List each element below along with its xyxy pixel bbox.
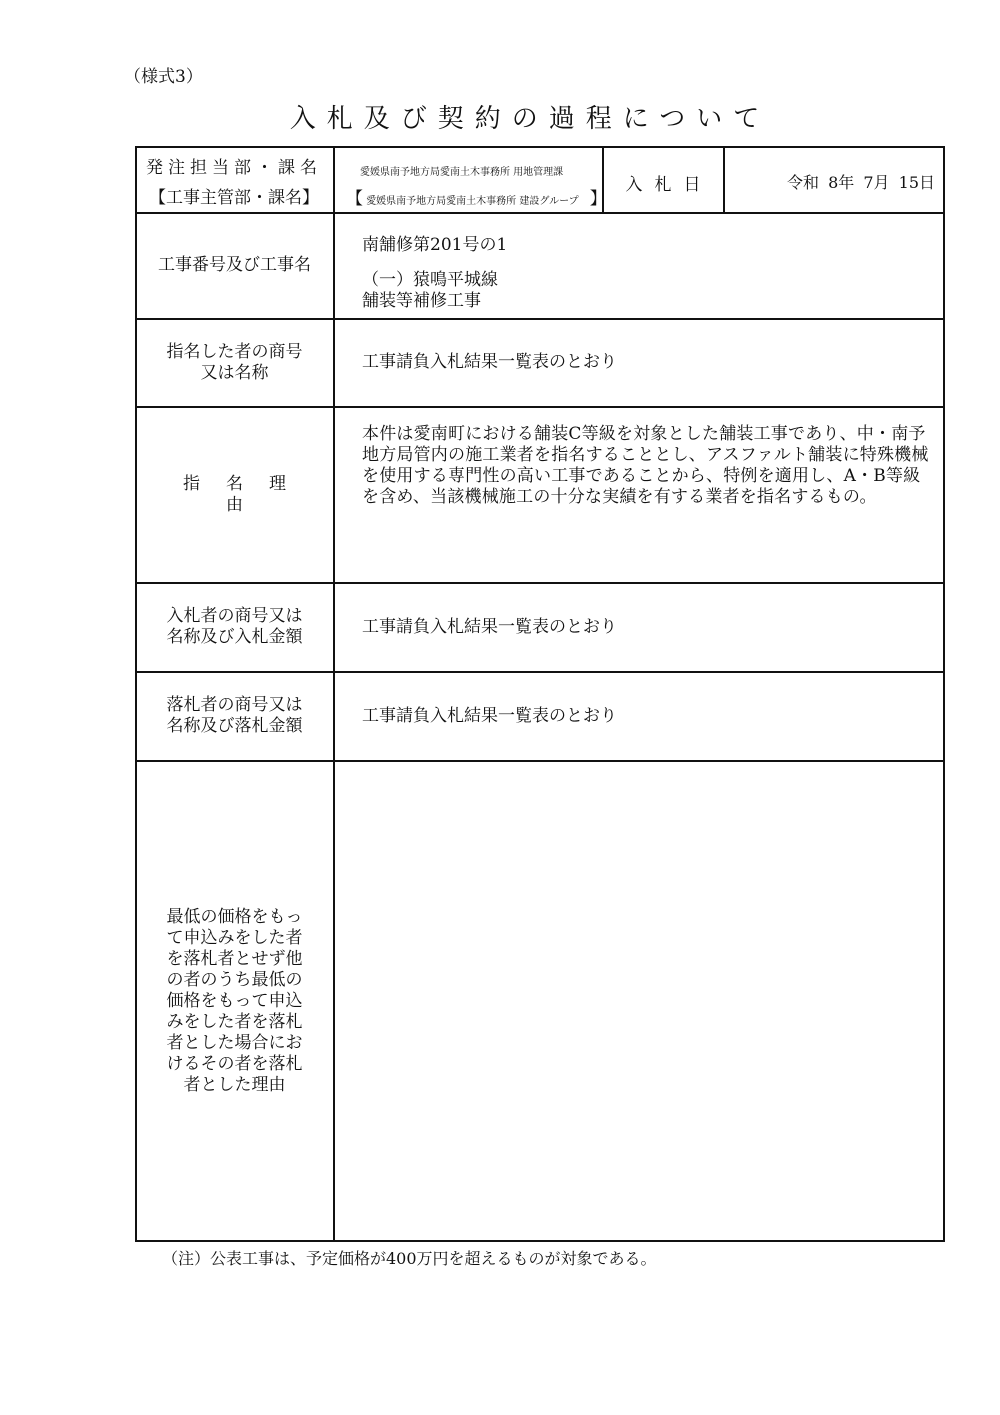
supervising-dept-name: 愛媛県南予地方局愛南土木事務所 建設グループ	[366, 196, 579, 207]
row-label-work-name: 工事番号及び工事名	[158, 255, 311, 275]
work-number: 南舗修第201号の1	[362, 235, 508, 255]
work-name: 舗装等補修工事	[362, 291, 481, 311]
dept-value: 愛媛県南予地方局愛南土木事務所 用地管理課	[360, 167, 564, 178]
column-divider	[333, 146, 335, 1242]
bracket-close: 】	[589, 189, 607, 209]
bid-date-label: 入札日	[625, 175, 713, 195]
row-label-winner: 落札者の商号又は 名称及び落札金額	[166, 695, 303, 736]
bidders-value: 工事請負入札結果一覧表のとおり	[362, 617, 617, 637]
row-label-nomination-reason: 指名理由	[183, 473, 312, 515]
row-label-nominated: 指名した者の商号 又は名称	[166, 341, 303, 383]
row-label-bidders: 入札者の商号又は 名称及び入札金額	[166, 606, 303, 647]
bid-date-value: 令和 8年 7月 15日	[787, 173, 935, 192]
footnote: （注）公表工事は、予定価格が400万円を超えるものが対象である。	[162, 1249, 657, 1268]
winner-value: 工事請負入札結果一覧表のとおり	[362, 706, 617, 726]
nomination-reason-text: 本件は愛南町における舗装C等級を対象とした舗装工事であり、中・南予地方局管内の施工業者を指名することとし、アスファルト舗装に特殊機械を使用する専門性の高い工事であることから、特例を適用し、A・B等級を含め、当該機械施工の十分な実績を有する業者を指名するもの。	[362, 424, 929, 507]
row-label-exception-reason: 最低の価格をもっ て申込みをした者 を落札者とせず他 の者のうち最低の 価格をもって申込 みをした者を落札 者とした場合にお けるその者を落札 者とした理由	[166, 906, 303, 1095]
nominated-value: 工事請負入札結果一覧表のとおり	[362, 352, 617, 372]
supervising-dept-value	[346, 184, 607, 209]
bracket-open: 【	[346, 189, 363, 209]
dept-label: 発注担当部・課名	[146, 158, 322, 178]
supervising-dept-label: 【工事主管部・課名】	[149, 188, 319, 208]
document-title: 入札及び契約の過程について	[289, 104, 771, 134]
route-name: （一）猿鳴平城線	[362, 270, 498, 290]
form-code: （様式3）	[124, 67, 203, 87]
